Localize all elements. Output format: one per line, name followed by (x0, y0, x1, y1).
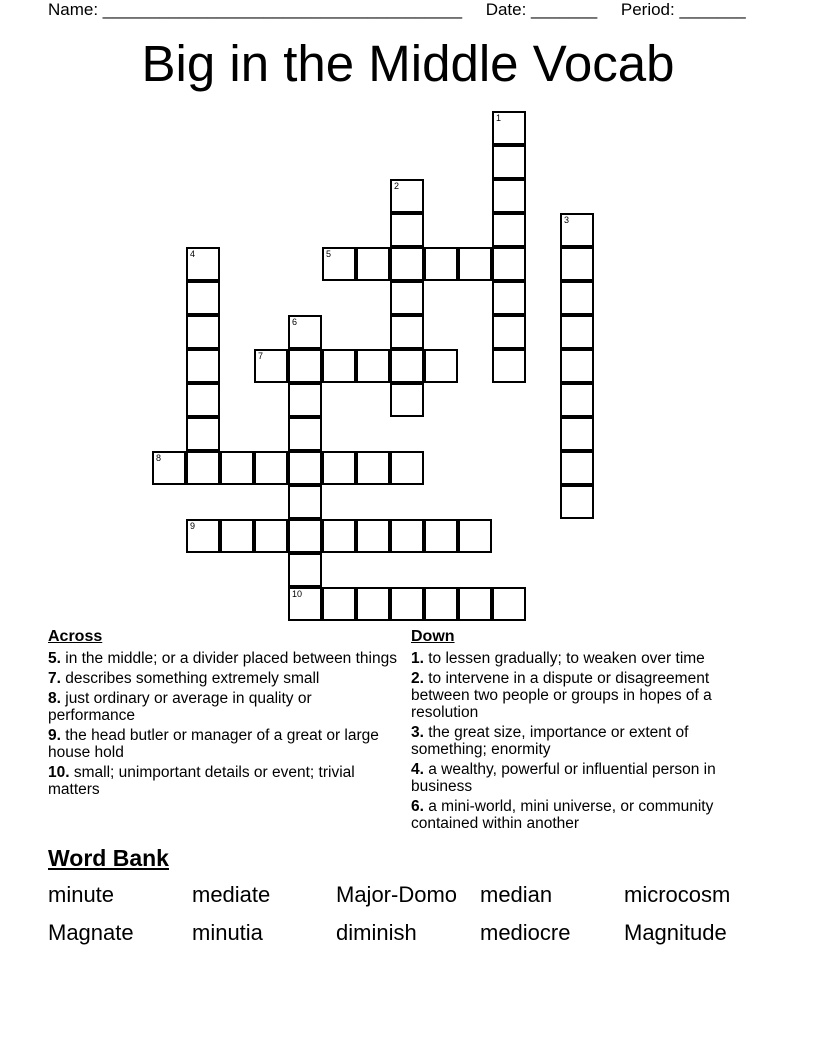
down-clue (411, 650, 761, 667)
period-field[interactable]: Period: _______ (620, 0, 746, 19)
grid-cell[interactable] (390, 451, 424, 485)
grid-cell[interactable] (254, 349, 288, 383)
grid-cell[interactable] (186, 281, 220, 315)
grid-cell[interactable] (288, 349, 322, 383)
clue-number: 9 (190, 521, 196, 531)
grid-cell[interactable] (458, 587, 492, 621)
clue-text: to lessen gradually; to weaken over time (423, 650, 705, 667)
grid-cell[interactable] (560, 349, 594, 383)
grid-cell[interactable] (492, 349, 526, 383)
grid-cell[interactable] (356, 519, 390, 553)
grid-cell[interactable] (288, 485, 322, 519)
grid-cell[interactable] (322, 451, 356, 485)
across-clue (48, 670, 398, 687)
word-bank-item: minutia (192, 920, 263, 945)
grid-cell[interactable] (322, 587, 356, 621)
grid-cell[interactable] (186, 349, 220, 383)
grid-cell[interactable] (492, 281, 526, 315)
name-field[interactable]: Name: ______________________________________ (48, 0, 463, 19)
grid-cell[interactable] (390, 383, 424, 417)
grid-cell[interactable] (186, 247, 220, 281)
grid-cell[interactable] (390, 247, 424, 281)
grid-cell[interactable] (560, 485, 594, 519)
page-title: Big in the Middle Vocab (141, 35, 675, 92)
grid-cell[interactable] (424, 587, 458, 621)
down-clue (411, 670, 761, 721)
clue-number-label: 2. (411, 670, 424, 687)
clue-number: 4 (190, 249, 196, 259)
clue-text: the head butler or manager of a great or large house hold (48, 727, 379, 761)
grid-cell[interactable] (458, 247, 492, 281)
down-clue (411, 724, 761, 758)
grid-cell[interactable] (356, 587, 390, 621)
clue-number: 7 (258, 351, 264, 361)
grid-cell[interactable] (492, 213, 526, 247)
grid-cell[interactable] (424, 349, 458, 383)
word-bank (48, 882, 768, 946)
date-field[interactable]: Date: _______ (485, 0, 598, 19)
clue-text: to intervene in a dispute or disagreement between two people or groups in hopes of a resolution (411, 670, 712, 721)
grid-cell[interactable] (322, 349, 356, 383)
word-bank-item: Magnitude (624, 920, 727, 945)
down-clue (411, 798, 761, 832)
grid-cell[interactable] (492, 145, 526, 179)
grid-cell[interactable] (560, 213, 594, 247)
grid-cell[interactable] (560, 281, 594, 315)
clue-number: 3 (564, 215, 570, 225)
grid-cell[interactable] (424, 247, 458, 281)
word-bank-item: Magnate (48, 920, 134, 945)
clue-number: 5 (326, 249, 332, 259)
word-bank-item: Major-Domo (336, 882, 458, 907)
grid-cell[interactable] (390, 281, 424, 315)
clue-number-label: 8. (48, 690, 61, 707)
grid-cell[interactable] (560, 451, 594, 485)
clue-number: 1 (496, 113, 502, 123)
grid-cell[interactable] (288, 417, 322, 451)
grid-cell[interactable] (152, 451, 186, 485)
grid-cell[interactable] (390, 213, 424, 247)
clue-number: 2 (394, 181, 400, 191)
clue-text: the great size, importance or extent of something; enormity (411, 724, 689, 758)
grid-cell[interactable] (186, 315, 220, 349)
grid-cell[interactable] (492, 315, 526, 349)
grid-cell[interactable] (424, 519, 458, 553)
grid-cell[interactable] (560, 417, 594, 451)
grid-cell[interactable] (356, 349, 390, 383)
clue-number-label: 7. (48, 670, 61, 687)
clue-number: 6 (292, 317, 298, 327)
clue-number-label: 1. (411, 650, 424, 667)
grid-cell[interactable] (288, 451, 322, 485)
grid-cell[interactable] (390, 349, 424, 383)
grid-cell[interactable] (390, 587, 424, 621)
word-bank-heading: Word Bank (48, 845, 169, 871)
grid-cell[interactable] (390, 315, 424, 349)
clue-text: just ordinary or average in quality or performance (48, 690, 312, 724)
across-clue (48, 650, 398, 667)
word-bank-item: minute (48, 882, 115, 907)
grid-cell[interactable] (390, 519, 424, 553)
clue-text: describes something extremely small (60, 670, 320, 687)
clue-number-label: 3. (411, 724, 424, 741)
word-bank-item: microcosm (624, 882, 731, 907)
clue-number-label: 4. (411, 761, 424, 778)
grid-cell[interactable] (356, 247, 390, 281)
grid-cell[interactable] (254, 451, 288, 485)
across-clue (48, 764, 398, 798)
grid-cell[interactable] (288, 587, 322, 621)
grid-cell[interactable] (458, 519, 492, 553)
grid-cell[interactable] (254, 519, 288, 553)
grid-cell[interactable] (492, 111, 526, 145)
word-bank-item: diminish (336, 920, 417, 945)
grid-cell[interactable] (186, 519, 220, 553)
clue-text: a wealthy, powerful or influential person in business (411, 761, 716, 795)
clue-number-label: 5. (48, 650, 61, 667)
word-bank-item: mediocre (480, 920, 571, 945)
across-clue (48, 727, 398, 761)
grid-cell[interactable] (288, 553, 322, 587)
across-heading: Across (48, 628, 103, 645)
clue-text: in the middle; or a divider placed between things (60, 650, 397, 667)
grid-cell[interactable] (186, 417, 220, 451)
clue-text: small; unimportant details or event; trivial matters (48, 764, 355, 798)
grid-cell[interactable] (560, 383, 594, 417)
grid-cell[interactable] (492, 247, 526, 281)
grid-cell[interactable] (322, 247, 356, 281)
grid-cell[interactable] (492, 179, 526, 213)
clue-number: 10 (292, 589, 303, 599)
grid-cell[interactable] (220, 451, 254, 485)
word-bank-item: mediate (192, 882, 271, 907)
grid-cell[interactable] (288, 383, 322, 417)
clue-number-label: 10. (48, 764, 70, 781)
clue-number: 8 (156, 453, 162, 463)
grid-cell[interactable] (288, 519, 322, 553)
clue-number-label: 9. (48, 727, 61, 744)
grid-cell[interactable] (492, 587, 526, 621)
word-bank-item: median (480, 882, 553, 907)
grid-cell[interactable] (390, 179, 424, 213)
clue-text: a mini-world, mini universe, or community contained within another (411, 798, 714, 832)
grid-cell[interactable] (356, 451, 390, 485)
down-clues (411, 628, 761, 835)
grid-cell[interactable] (220, 519, 254, 553)
down-heading: Down (411, 628, 455, 645)
clue-number-label: 6. (411, 798, 424, 815)
across-clues (48, 628, 398, 801)
grid-cell[interactable] (560, 315, 594, 349)
across-clue (48, 690, 398, 724)
grid-cell[interactable] (560, 247, 594, 281)
grid-cell[interactable] (186, 451, 220, 485)
grid-cell[interactable] (186, 383, 220, 417)
grid-cell[interactable] (288, 315, 322, 349)
down-clue (411, 761, 761, 795)
grid-cell[interactable] (322, 519, 356, 553)
